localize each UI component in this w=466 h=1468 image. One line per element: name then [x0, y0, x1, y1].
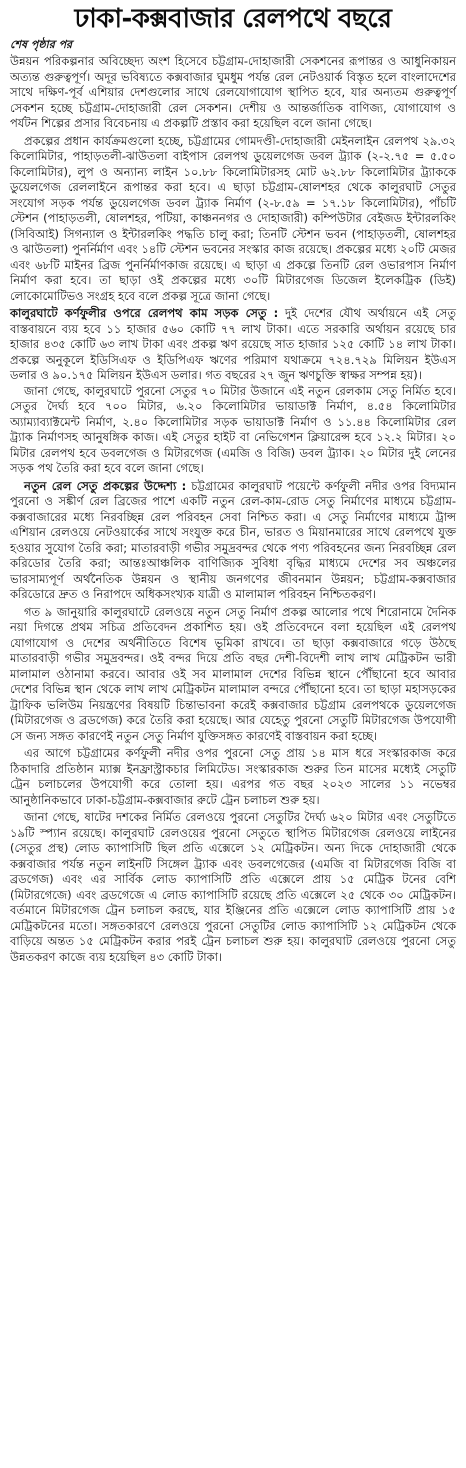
paragraph-previous-report: [10, 605, 456, 745]
section-subhead: নতুন রেল সেতু প্রকল্পের উদ্দেশ্য :: [24, 478, 187, 493]
paragraph-text: জানা গেছে, কালুরঘাটে পুরনো সেতুর ৭০ মিটার উজানে এই নতুন রেলকাম সেতু নির্মিত হবে। সেতুর দৈর্ঘ্য হবে ৭০০ মিটার, ৬.২০ কিলোমিটার ভায়াডাক্ট নির্মাণ, ৪.৫৪ কিলোমিটার অ্যাম্যাব্যাক্টমেন্ট নির্মাণ, ২.৪০ কিলোমিটার সড়ক ভায়াডাক্ট নির্মাণ ও ১১.৪৪ কিলোমিটার রেল ট্র্যাক নির্মাণসহ আনুষঙ্গিক কাজ। এই সেতুর হাইট বা নেভিগেশন ক্লিয়ারেন্স হবে ১২.২ মিটার। ২০ মিটার রেলপথ হবে ডবলগেজ ও মিটারগেজ (এমজি ও বিজি) ডবল ট্র্যাক। ২০ মিটার দুই লেনের সড়ক পথ তৈরি করা হবে বলে জানা গেছে।: [10, 383, 456, 475]
headline: ঢাকা-কক্সবাজার রেলপথে বছরে: [74, 4, 392, 34]
paragraph-intro: [10, 54, 456, 132]
paragraph-text: উন্নয়ন পরিকল্পনার অবিচ্ছেদ্য অংশ হিসেবে চট্টগ্রাম-দোহাজারী সেকশনের রূপান্তর ও আধুনিকায়ন অত্যন্ত গুরুত্বপূর্ণ। অদূর ভবিষ্যতে কক্সবাজার ঘুমধুম পর্যন্ত রেল নেটওয়ার্ক বিস্তৃত হলে বাংলাদেশের সাথে দক্ষিণ-পূর্ব এশিয়ার দেশগুলোর সাথে রেলযোগাযোগ স্থাপিত হবে, যার অন্যতম গুরুত্বপূর্ণ সেকশন হচ্ছে চট্টগ্রাম-দোহাজারী রেল সেকশন। দেশীয় ও আন্তর্জাতিক বাণিজ্য, যোগাযোগ ও পর্যটন শিল্পের প্রসার বিবেচনায় এ প্রকল্পটি প্রস্তাব করা হয়েছিল বলে জানা গেছে।: [10, 54, 456, 130]
paragraph-project-activities: [10, 134, 456, 305]
paragraph-text: দুই দেশের যৌথ অর্থায়নে এই সেতু বাস্তবায়নে ব্যয় হবে ১১ হাজার ৫৬০ কোটি ৭৭ লাখ টাকা। এতে সরকারি অর্থায়ন রয়েছে চার হাজার ৪৩৫ কোটি ৬৩ লাখ টাকা এবং প্রকল্প ঋণ রয়েছে সাত হাজার ১২৫ কোটি ১৪ লাখ টাকা। প্রকল্পে অনুকূলে ইডিসিএফ ও ইডিপিএফ ঋণের পরিমাণ যথাক্রমে ৭২৪.৭২৯ মিলিয়ন ইউএস ডলার ও ৯০.১৭৫ মিলিয়ন ইউএস ডলার। গত বছরের ২৭ জুন ঋণচুক্তি স্বাক্ষর সম্পন্ন হয়)।: [10, 306, 456, 382]
paragraph-text: প্রকল্পের প্রধান কার্যক্রমগুলো হচ্ছে, চট্টগ্রামের গোমদণ্ডী-দোহাজারী মেইনলাইন রেলপথ ২৯.৩২ কিলোমিটার, পাহাড়তলী-ঝাউতলা বাইপাস রেলপথ ডুয়েলগেজ ডবল ট্র্যাক (২-২.৭৫ = ৫.৫০ কিলোমিটার), লুপ ও অন্যান্য লাইন ১০.৮৮ কিলোমিটারসহ মোট ৬২.৮৮ কিলোমিটার ট্র্যাককে ডুয়েলগেজ রেললাইনে রূপান্তর করা হবে। এ ছাড়া চট্টগ্রাম-ষোলশহর থেকে কালুরঘাট সেতুর সংযোগ সড়ক পর্যন্ত ডুয়েলগেজ ডবল ট্র্যাক নির্মাণ (২-৮.৫৯ = ১৭.১৮ কিলোমিটার), পাঁচটি স্টেশন (পাহাড়তলী, ষোলশহর, পটিয়া, কাঞ্চননগর ও দোহাজারী) কম্পিউটার বেইজড ইন্টারলকিং (সিবিআই) সিগন্যাল ও ইন্টারলকিং পদ্ধতি চালু করা; তিনটি স্টেশন ভবন (পাহাড়তলী, ষোলশহর ও ঝাউতলা) পুনর্নির্মাণ এবং ১৪টি স্টেশন ভবনের সংস্কার কাজ রয়েছে। প্রকল্পের মধ্যে ২০টি মেজর এবং ৬৮টি মাইনর ব্রিজ পুনর্নির্মাণকাজ রয়েছে। এ ছাড়া এ প্রকল্পে তিনটি রেল ওভারপাস নির্মাণ নির্মাণ করা হবে। তা ছাড়া ওই প্রকল্পের মধ্যে ৩০টি মিটারগেজ ডিজেল ইলেকট্রিক (ডিই) লোকোমোটিভও সংগ্রহ হবে বলে প্রকল্প সূত্রে জানা গেছে।: [10, 133, 456, 303]
paragraph-kalurghat-bridge: [10, 306, 456, 384]
continued-from-label: শেষ পৃষ্ঠার পর: [10, 38, 73, 51]
paragraph-repair-work: [10, 746, 456, 808]
paragraph-text: জানা গেছে, ষাটের দশকের নির্মিত রেলওয়ে পুরনো সেতুটির দৈর্ঘ্য ৬২০ মিটার এবং সেতুটিতে ১৯টি স্প্যান রয়েছে। কালুরঘাট রেলওয়ের পুরনো সেতুতে স্থাপিত মিটারগেজ রেলওয়ে লাইনের (সেতুর প্রস্থ) লোড ক্যাপাসিটি ছিল প্রতি এক্সেলে ১২ মেট্রিকটন। অন্য দিকে দোহাজারী থেকে কক্সবাজার পর্যন্ত নতুন লাইনটি সিঙ্গেল ট্র্যাক এবং ডবলগেজের (এমজি বা মিটারগেজ বিজি বা ব্রডগেজ) এবং এর সার্বিক লোড ক্যাপাসিটি প্রতি এক্সেলে প্রায় ১৫ মেট্রিক টনের বেশি (মিটারগেজে) এবং ব্রডগেজে এ লোড ক্যাপাসিটি রয়েছে প্রতি এক্সেলে ২৫ থেকে ৩০ মেট্রিকটন। বর্তমানে মিটারগেজ ট্রেন চলাচল করছে, যার ইঞ্জিনের প্রতি এক্সেলে লোড ক্যাপাসিটি প্রায় ১৫ মেট্রিকটনের মতো। সঙ্গতকারণে রেলওয়ে পুরনো সেতুটির লোড ক্যাপাসিটি ১২ মেট্রিকটন থেকে বাড়িয়ে অন্তত ১৫ মেট্রিকটন করার পরই ট্রেন চলাচল শুরু হয়। কালুরঘাট রেলওয়ে পুরনো সেতু উন্নতকরণ কাজে ব্যয় হয়েছিল ৪৩ কোটি টাকা।: [10, 810, 456, 964]
section-subhead: কালুরঘাটে কর্ণফুলীর ওপরে রেলপথ কাম সড়ক সেতু :: [10, 306, 279, 320]
paragraph-project-objectives: [10, 479, 456, 603]
paragraph-load-capacity: [10, 810, 456, 965]
paragraph-text: গত ৯ জানুয়ারি কালুরঘাটে রেলওয়ে নতুন সেতু নির্মাণ প্রকল্প আলোর পথে শিরোনামে দৈনিক নয়া দিগন্তে প্রথম সচিত্র প্রতিবেদন প্রকাশিত হয়। ওই প্রতিবেদনে বলা হয়েছিল এই রেলপথ যোগাযোগ ও দেশের অর্থনীতিতে বিশেষ ভূমিকা রাখবে। তা ছাড়া কক্সবাজারে গড়ে উঠছে মাতারবাড়ী গভীর সমুদ্রবন্দর। ওই বন্দর দিয়ে প্রতি বছর দেশী-বিদেশী লাখ লাখ মেট্রিকটন ভারী মালামাল ওঠানামা করবে। আবার ওই সব মালামাল দেশের বিভিন্ন স্থানে পৌঁছানো হবে আবার দেশের বিভিন্ন স্থান থেকে লাখ লাখ মেট্রিকটন মালামাল বন্দরে পৌঁছানো হবে। তা ছাড়া মহাসড়কের ট্রাফিক ভলিউম নিয়ন্ত্রণের বিষয়টি চিন্তাভাবনা করেই কক্সবাজার চট্টগ্রাম রেলপথকে ডুয়েলগেজ (মিটারগেজ ও ব্রডগেজ) করে তৈরি করা হয়েছে। আর যেহেতু পুরনো সেতুটি মিটারগেজ উপযোগী সে জন্য সঙ্গত কারণেই নতুন সেতু নির্মাণ যুক্তিসঙ্গত কারণেই বাস্তবায়ন করা হচ্ছে।: [10, 604, 456, 743]
paragraph-text: এর আগে চট্টগ্রামের কর্ণফুলী নদীর ওপর পুরনো সেতু প্রায় ১৪ মাস ধরে সংস্কারকাজ করে ঠিকাদারি প্রতিষ্ঠান ম্যাক্স ইনফ্রাস্ট্রাকচার লিমিটেড। সংস্কারকাজ শুরুর তিন মাসের মধ্যেই সেতুটি ট্রেন চলাচলের উপযোগী করে তোলা হয়। এরপর গত বছর ২০২৩ সালের ১১ নভেম্বর আনুষ্ঠানিকভাবে ঢাকা-চট্টগ্রাম-কক্সবাজার রুটে ট্রেন চলাচল শুরু হয়।: [10, 746, 456, 807]
paragraph-bridge-specs: [10, 384, 456, 477]
paragraph-text: চট্টগ্রামের কালুরঘাট পয়েন্টে কর্ণফুলী নদীর ওপর বিদ্যমান পুরনো ও সঙ্কীর্ণ রেল ব্রিজের পাশে একটি নতুন রেল-কাম-রোড সেতু নির্মাণের মাধ্যমে চট্টগ্রাম-কক্সবাজারের মধ্যে নিরবচ্ছিন্ন রেল পরিবহন সেবা নিশ্চিত করা। এ সেতু নির্মাণের মাধ্যমে ট্রান্স এশিয়ান রেলওয়ে নেটওয়ার্কের সাথে সংযুক্ত করে চীন, ভারত ও মিয়ানমারের সাথে রেলপথে যুক্ত হওয়ার সুযোগ তৈরি করা; মাতারবাড়ী গভীর সমুদ্রবন্দর থেকে পণ্য পরিবহনের জন্য নিরবচ্ছিন্ন রেল করিডোর তৈরি করা; আন্তঃআঞ্চলিক বাণিজ্যিক সুবিধা বৃদ্ধির মাধ্যমে দেশের সব অঞ্চলের ভারসাম্যপূর্ণ অর্থনৈতিক উন্নয়ন ও স্থানীয় জনগণের জীবনমান উন্নয়ন; চট্টগ্রাম-কক্সবাজার করিডোরে দ্রুত ও নিরাপদে অধিকসংখ্যক যাত্রী ও মালামাল পরিবহন নিশ্চিতকরণ।: [10, 478, 457, 601]
